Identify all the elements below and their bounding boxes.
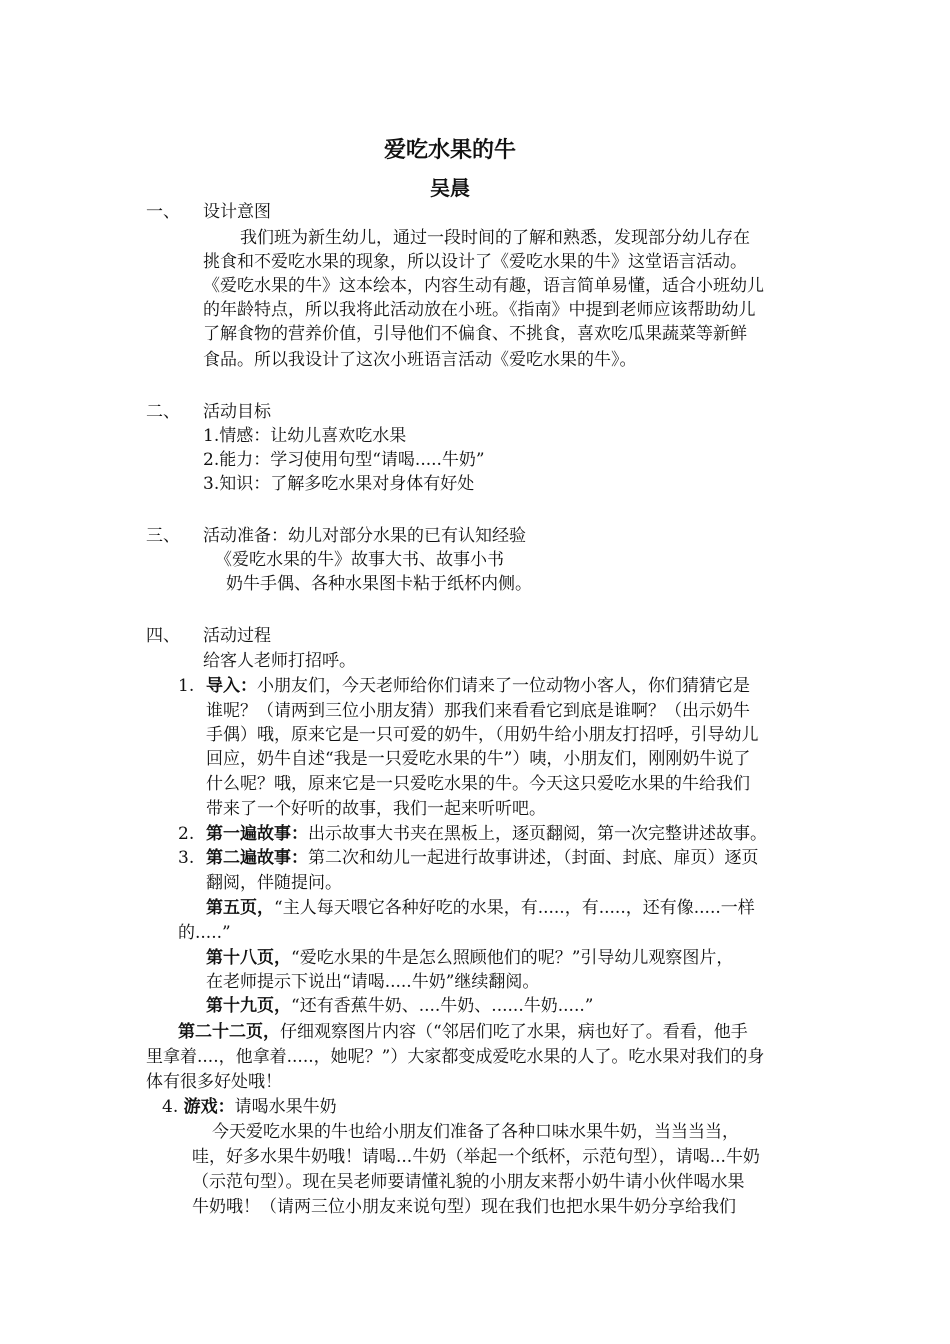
step-line	[206, 674, 750, 699]
step-line: 牛奶哦！（请两三位小朋友来说句型）现在我们也把水果牛奶分享给我们	[192, 1197, 736, 1217]
page-note-line	[206, 946, 733, 971]
section-number: 二、	[146, 402, 180, 422]
step-text: 小朋友们，今天老师给你们请来了一位动物小客人，你们猜猜它是	[257, 676, 750, 696]
paragraph-line: 《爱吃水果的牛》这本绘本，内容生动有趣，语言简单易懂，适合小班幼儿	[203, 276, 764, 296]
prep-line: 奶牛手偶、各种水果图卡粘于纸杯内侧。	[226, 574, 532, 594]
step-line: 带来了一个好听的故事，我们一起来听听吧。	[206, 799, 546, 819]
page-note-text: “主人每天喂它各种好吃的水果，有.....，有.....，还有像.....一样	[274, 898, 755, 918]
step-line: 手偶）哦，原来它是一只可爱的奶牛，（用奶牛给小朋友打招呼，引导幼儿	[206, 725, 759, 745]
step-text: 出示故事大书夹在黑板上，逐页翻阅，第一次完整讲述故事。	[308, 824, 767, 844]
page-note-line: 的.....”	[178, 923, 231, 943]
section-heading: 活动目标	[203, 402, 271, 422]
page-note-line: 里拿着....，他拿着.....，她呢？”）大家都变成爱吃水果的人了。吃水果对我们的身	[146, 1047, 765, 1067]
section-heading: 活动过程	[203, 626, 271, 646]
section-number: 四、	[146, 626, 180, 646]
page-note-line	[178, 1020, 748, 1045]
step-label: 导入：	[206, 676, 257, 696]
step-line: 什么呢？哦，原来它是一只爱吃水果的牛。今天这只爱吃水果的牛给我们	[206, 774, 750, 794]
page-note-line: 在老师提示下说出“请喝.....牛奶”继续翻阅。	[206, 972, 540, 992]
step-line: （示范句型）。现在吴老师要请懂礼貌的小朋友来帮小奶牛请小伙伴喝水果	[192, 1172, 745, 1192]
step-text: 第二次和幼儿一起进行故事讲述，（封面、封底、扉页）逐页	[308, 848, 759, 868]
step-number: 3.	[178, 848, 195, 868]
page-note-line	[206, 994, 593, 1019]
document-title: 爱吃水果的牛	[383, 138, 516, 163]
page-note-label: 第十八页，	[206, 948, 291, 968]
step-line	[206, 822, 767, 847]
page-note-line	[206, 896, 755, 921]
paragraph-line: 的年龄特点，所以我将此活动放在小班。《指南》中提到老师应该帮助幼儿	[203, 300, 756, 320]
step-label: 第二遍故事：	[206, 848, 308, 868]
step-line: 今天爱吃水果的牛也给小朋友们准备了各种口味水果牛奶，当当当当，	[212, 1122, 739, 1142]
page-note-label: 第十九页，	[206, 996, 291, 1016]
page-note-line: 体有很多好处哦！	[146, 1072, 282, 1092]
step-number: 2.	[178, 824, 195, 844]
step-number: 4.	[162, 1097, 179, 1117]
step-text: 请喝水果牛奶	[234, 1097, 337, 1117]
step-line: 谁呢？（请两到三位小朋友猜）那我们来看看它到底是谁啊？（出示奶牛	[206, 701, 750, 721]
step-label: 游戏：	[183, 1097, 235, 1117]
paragraph-line: 了解食物的营养价值，引导他们不偏食、不挑食，喜欢吃瓜果蔬菜等新鲜	[203, 324, 747, 344]
step-line	[162, 1095, 337, 1120]
page-note-text: “爱吃水果的牛是怎么照顾他们的呢？”引导幼儿观察图片，	[291, 948, 734, 968]
page-note-text: 仔细观察图片内容（“邻居们吃了水果，病也好了。看看，他手	[280, 1022, 748, 1042]
paragraph-line: 挑食和不爱吃水果的现象，所以设计了《爱吃水果的牛》这堂语言活动。	[203, 252, 747, 272]
page-note-label: 第五页，	[206, 898, 274, 918]
section-heading: 活动准备：幼儿对部分水果的已有认知经验	[203, 526, 526, 546]
greeting-line: 给客人老师打招呼。	[203, 651, 356, 671]
page-note-label: 第二十二页，	[178, 1022, 280, 1042]
step-line: 回应，奶牛自述“我是一只爱吃水果的牛”）咦，小朋友们，刚刚奶牛说了	[206, 749, 751, 769]
paragraph-line: 我们班为新生幼儿，通过一段时间的了解和熟悉，发现部分幼儿存在	[240, 228, 750, 248]
step-line	[206, 846, 759, 871]
section-number: 一、	[146, 202, 180, 222]
paragraph-line: 食品。所以我设计了这次小班语言活动《爱吃水果的牛》。	[203, 350, 637, 370]
page-note-text: “还有香蕉牛奶、....牛奶、......牛奶.....”	[291, 996, 594, 1016]
step-label: 第一遍故事：	[206, 824, 308, 844]
goal-item: 1.情感：让幼儿喜欢吃水果	[203, 426, 407, 446]
step-line: 哇，好多水果牛奶哦！请喝...牛奶（举起一个纸杯，示范句型），请喝...牛奶	[192, 1147, 760, 1167]
step-number: 1.	[178, 676, 195, 696]
section-heading: 设计意图	[203, 202, 271, 222]
goal-item: 2.能力：学习使用句型“请喝.....牛奶”	[203, 450, 485, 470]
section-number: 三、	[146, 526, 180, 546]
prep-line: 《爱吃水果的牛》故事大书、故事小书	[215, 550, 504, 570]
step-line: 翻阅，伴随提问。	[206, 873, 342, 893]
document-author: 吴晨	[430, 176, 470, 200]
goal-item: 3.知识：了解多吃水果对身体有好处	[203, 474, 475, 494]
